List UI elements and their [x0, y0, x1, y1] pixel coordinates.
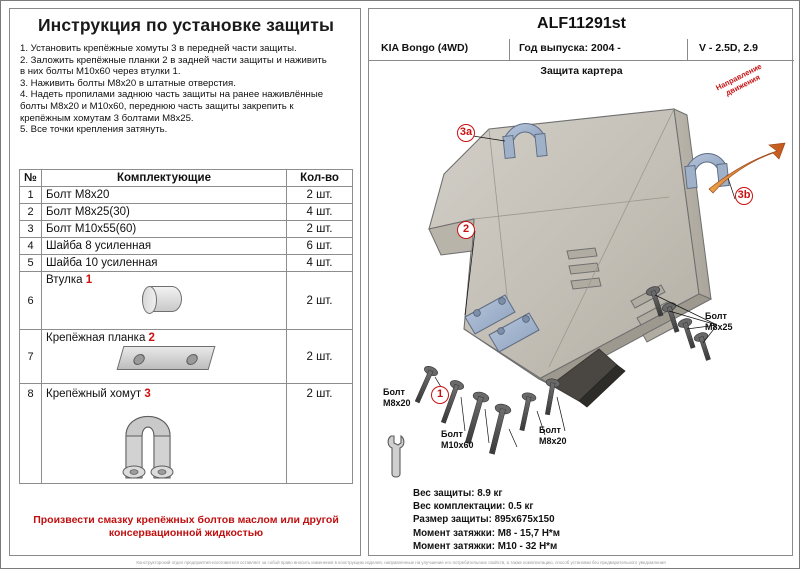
- table-row: 4 Шайба 8 усиленная 6 шт.: [20, 238, 353, 255]
- column-header-qty: Кол-во: [287, 170, 353, 187]
- step-line: 1. Установить крепёжные хомуты 3 в передней части защиты.: [20, 43, 297, 54]
- spec-torque-m8: Момент затяжки: М8 - 15,7 Н*м: [413, 527, 560, 539]
- callout-3-front: 3a: [457, 124, 475, 142]
- step-line: в них болты М10х60 через втулки 1.: [20, 66, 181, 78]
- installation-steps: [20, 43, 352, 136]
- page-title: Инструкция по установке защиты: [37, 15, 335, 35]
- table-row: 6 Втулка 1 2 шт.: [20, 272, 353, 330]
- vehicle-header: [369, 39, 794, 61]
- step-line: болты М8х20 и М10х60, переднюю часть защиты закрепить к: [20, 100, 294, 112]
- table-row: 1 Болт М8х20 2 шт.: [20, 187, 353, 204]
- bolt-label-m8x20-left: Болт М8х20: [383, 387, 411, 408]
- legal-disclaimer: Конструкторский отдел предприятия-изготовителя оставляет за собой право вносить изменения в конструкцию изделия, направленные на улучшение его потребительских свойств, а также комплектацию, способ установки без предварительного уведомления: [136, 560, 666, 565]
- table-row: 8 Крепёжный хомут 3 2 шт.: [20, 384, 353, 484]
- step-line: 4. Надеть пропилами заднюю часть защиты на ранее наживлённые: [20, 89, 324, 101]
- table-row: 5 Шайба 10 усиленная 4 шт.: [20, 255, 353, 272]
- spec-kit-weight: Вес комплектации: 0.5 кг: [413, 501, 534, 513]
- left-panel: [9, 8, 361, 556]
- vehicle-model: KIA Bongo (4WD): [381, 42, 469, 54]
- callout-3-rear: 3b: [735, 187, 753, 205]
- parts-table: [19, 169, 353, 484]
- vehicle-year: Год выпуска: 2004 -: [519, 42, 621, 54]
- spec-torque-m10: Момент затяжки: М10 - 32 Н*м: [413, 540, 558, 552]
- column-header-name: Комплектующие: [42, 170, 287, 187]
- table-row: 3 Болт М10х55(60) 2 шт.: [20, 221, 353, 238]
- part-sketch-bushing: Втулка 1: [46, 274, 282, 327]
- step-line: 3. Наживить болты М8х20 в штатные отверстия.: [20, 77, 236, 89]
- mounting-plank-icon: [117, 346, 216, 370]
- spec-size: Размер защиты: 895х675х150: [413, 514, 555, 526]
- callout-2: 2: [457, 221, 475, 239]
- column-header-no: №: [20, 170, 42, 187]
- step-line: 5. Все точки крепления затянуть.: [20, 124, 168, 136]
- specifications-list: [413, 487, 743, 553]
- callout-1: 1: [431, 386, 449, 404]
- lubrication-note: Произвести смазку крепёжных болтов маслом или другой консервационной жидкостью: [33, 514, 339, 539]
- bolt-label-m8x20-right: Болт М8х20: [539, 425, 567, 446]
- step-line: 2. Заложить крепёжные планки 2 в задней части защиты и наживить: [20, 54, 327, 66]
- part-sketch-plank: Крепёжная планка 2: [46, 332, 282, 381]
- right-panel: [368, 8, 793, 556]
- bolt-label-m8x25: Болт М8х25: [705, 311, 733, 332]
- vehicle-engine: V - 2.5D, 2.9: [699, 42, 758, 54]
- product-code: ALF11291st: [537, 15, 626, 32]
- bolt-label-m10x60: Болт М10х60: [441, 429, 474, 450]
- direction-of-travel-label: Направление движения: [714, 61, 764, 98]
- part-sketch-clamp: Крепёжный хомут 3: [46, 388, 282, 481]
- skid-plate-drawing: [369, 79, 794, 479]
- table-header-row: [20, 170, 353, 187]
- clamp-icon: [108, 394, 228, 482]
- wrench-icon: [381, 434, 421, 480]
- bushing-icon: [142, 286, 182, 312]
- drawing-title: Защита картера: [540, 65, 623, 77]
- table-row: 7 Крепёжная планка 2 2 шт.: [20, 330, 353, 384]
- step-line: крепёжным хомутам 3 болтами М8х25.: [20, 112, 194, 124]
- table-row: 2 Болт М8х25(30) 4 шт.: [20, 204, 353, 221]
- spec-weight: Вес защиты: 8.9 кг: [413, 488, 503, 499]
